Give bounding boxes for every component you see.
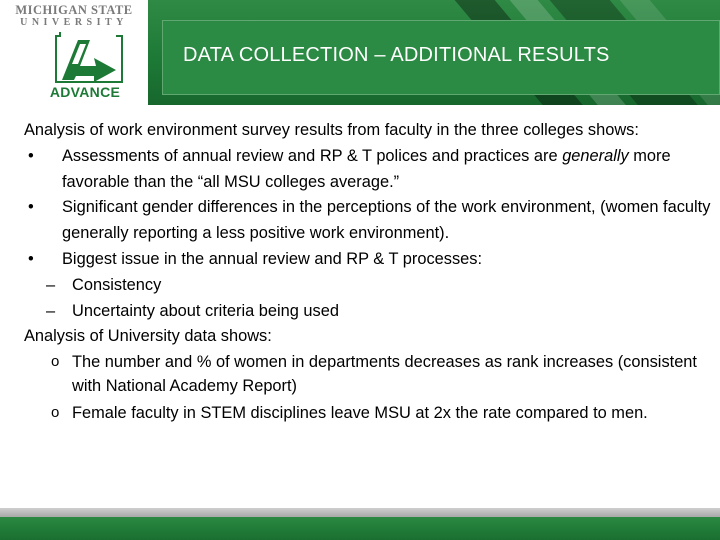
bullet-marker: • [28, 146, 34, 165]
sub-item [24, 273, 714, 299]
slide-body [24, 118, 714, 425]
bullet-text: Assessments of annual review and RP & T polices and practices are [62, 146, 563, 165]
footer-green-strip [0, 517, 720, 540]
sub-item-text: Uncertainty about criteria being used [72, 301, 339, 320]
page-title: DATA COLLECTION – ADDITIONAL RESULTS [183, 44, 610, 66]
intro-paragraph-survey: Analysis of work environment survey results from faculty in the three colleges shows: [24, 121, 639, 139]
logo-university-name: MICHIGAN STATE [15, 3, 133, 17]
msu-advance-logo [0, 0, 148, 105]
circle-marker: o [51, 353, 60, 371]
intro-paragraph-university: Analysis of University data shows: [24, 327, 272, 346]
footer-gray-strip [0, 508, 720, 517]
logo-program-name: ADVANCE [49, 84, 121, 100]
sub-item [24, 299, 714, 325]
circle-bullet-item [24, 350, 714, 398]
advance-arrow-icon [50, 30, 128, 85]
circle-bullet-text: The number and % of women in departments decreases as rank increases (consistent with National Academy Report) [72, 353, 697, 396]
bullet-marker: • [28, 198, 34, 217]
bullet-emphasis: generally [562, 146, 629, 165]
bullet-text: Significant gender differences in the perceptions of the work environment, (women faculty generally reporting a less positive work environment). [62, 198, 711, 243]
circle-bullet-item [24, 401, 714, 425]
bullet-text: Biggest issue in the annual review and RP & T processes: [62, 249, 483, 268]
circle-bullet-text: Female faculty in STEM disciplines leave MSU at 2x the rate compared to men. [72, 404, 648, 423]
sub-item-text: Consistency [72, 275, 162, 294]
footer-band [0, 508, 720, 540]
dash-marker: – [46, 275, 56, 294]
bullet-marker: • [28, 249, 34, 268]
bullet-item [24, 195, 714, 247]
logo-university-word: UNIVERSITY [20, 17, 128, 28]
bullet-item [24, 247, 714, 273]
bullet-item [24, 144, 714, 196]
dash-marker: – [46, 301, 56, 320]
circle-marker: o [51, 404, 60, 422]
bullet-text: more favorable than the “all MSU colleges average.” [62, 146, 671, 191]
